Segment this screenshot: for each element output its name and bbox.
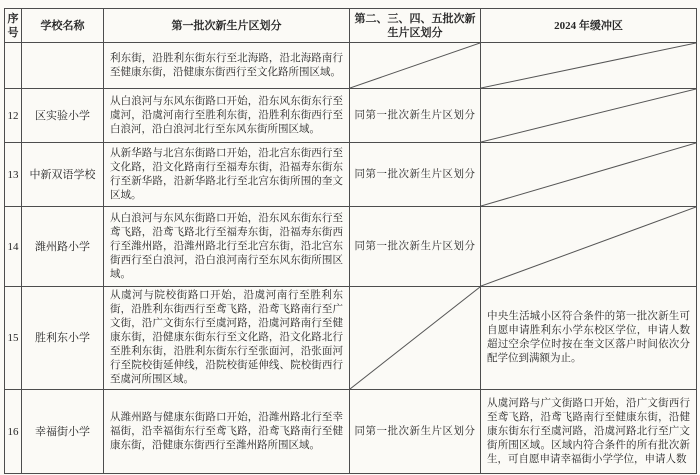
seq-cell: 16	[5, 390, 22, 474]
seq-cell	[5, 43, 22, 89]
seq-cell: 15	[5, 287, 22, 390]
buffer-cell	[481, 43, 697, 89]
diagonal-slash-icon	[481, 43, 696, 88]
other-batches-cell	[350, 287, 481, 390]
diagonal-slash-icon	[350, 43, 480, 88]
school-district-table	[4, 8, 697, 474]
school-name-cell: 潍州路小学	[22, 207, 104, 287]
school-name-cell: 区实验小学	[22, 89, 104, 143]
batch1-district-cell: 从白浪河与东风东街路口开始，沿东风东街东行至鸢飞路，沿鸢飞路北行至福寿东街，沿福寿东街西行至潍州路，沿潍州路北行至北宫东街，沿北宫东街西行至白浪河，沿白浪河南行至东风东街所围区域。	[104, 207, 350, 287]
header-other-batches-district: 第二、三、四、五批次新生片区划分	[350, 9, 481, 43]
table-row-13	[5, 143, 697, 207]
header-2024-buffer: 2024 年缓冲区	[481, 9, 697, 43]
seq-cell: 14	[5, 207, 22, 287]
header-seq: 序号	[5, 9, 22, 43]
school-name-cell: 中新双语学校	[22, 143, 104, 207]
table-row-15	[5, 287, 697, 390]
other-batches-cell	[350, 43, 481, 89]
table-row-continuation	[5, 43, 697, 89]
header-school-name: 学校名称	[22, 9, 104, 43]
other-batches-cell: 同第一批次新生片区划分	[350, 143, 481, 207]
diagonal-slash-icon	[481, 89, 696, 142]
school-name-cell	[22, 43, 104, 89]
batch1-district-cell: 从白浪河与东风东街路口开始，沿东风东街东行至虞河，沿虞河南行至胜利东街，沿胜利东街西行至白浪河，沿白浪河北行至东风东街所围区域。	[104, 89, 350, 143]
batch1-district-cell: 从新华路与北宫东街路口开始，沿北宫东街西行至文化路，沿文化路南行至福寿东街，沿福寿东街东行至新华路，沿新华路北行至北宫东街所围的奎文区域。	[104, 143, 350, 207]
other-batches-cell: 同第一批次新生片区划分	[350, 89, 481, 143]
buffer-cell: 从虞河路与广文街路口开始，沿广文街西行至鸢飞路，沿鸢飞路南行至健康东街，沿健康东街东行至虞河路，沿虞河路北行至广文街所围区域。区域内符合条件的所有批次新生，可自愿申请幸福街小学学位，申请人数	[481, 390, 697, 474]
buffer-cell	[481, 89, 697, 143]
seq-cell: 12	[5, 89, 22, 143]
diagonal-slash-icon	[350, 287, 480, 389]
seq-cell: 13	[5, 143, 22, 207]
table-row-12	[5, 89, 697, 143]
diagonal-slash-icon	[481, 207, 696, 286]
buffer-cell: 中央生活城小区符合条件的第一批次新生可自愿申请胜利东小学东校区学位，申请人数超过空余学位时按在奎文区落户时间依次分配学位到满额为止。	[481, 287, 697, 390]
batch1-district-cell: 从虞河与院校街路口开始，沿虞河南行至胜利东街，沿胜利东街西行至鸢飞路，沿鸢飞路南行至广文街，沿广文街东行至虞河路，沿虞河路南行至健康东街，沿健康东街东行至文化路，沿文化路北行至胜利东街，沿胜利东街东行至张面河，沿张面河行至院校街延伸线，沿院校街延伸线、院校街西行至虞河所围区域。	[104, 287, 350, 390]
table-row-14	[5, 207, 697, 287]
school-district-table-sheet	[4, 8, 697, 474]
other-batches-cell: 同第一批次新生片区划分	[350, 390, 481, 474]
header-batch1-district: 第一批次新生片区划分	[104, 9, 350, 43]
school-name-cell: 胜利东小学	[22, 287, 104, 390]
table-row-16	[5, 390, 697, 474]
buffer-cell	[481, 207, 697, 287]
batch1-district-cell: 利东街，沿胜利东街东行至北海路，沿北海路南行至健康东街，沿健康东街西行至文化路所围区域。	[104, 43, 350, 89]
batch1-district-cell: 从潍州路与健康东街路口开始，沿潍州路北行至幸福街，沿幸福街东行至鸢飞路，沿鸢飞路南行至健康东街，沿健康东街西行至潍州路所围区域。	[104, 390, 350, 474]
school-name-cell: 幸福街小学	[22, 390, 104, 474]
buffer-cell	[481, 143, 697, 207]
other-batches-cell: 同第一批次新生片区划分	[350, 207, 481, 287]
header-row	[5, 9, 697, 43]
diagonal-slash-icon	[481, 143, 696, 206]
